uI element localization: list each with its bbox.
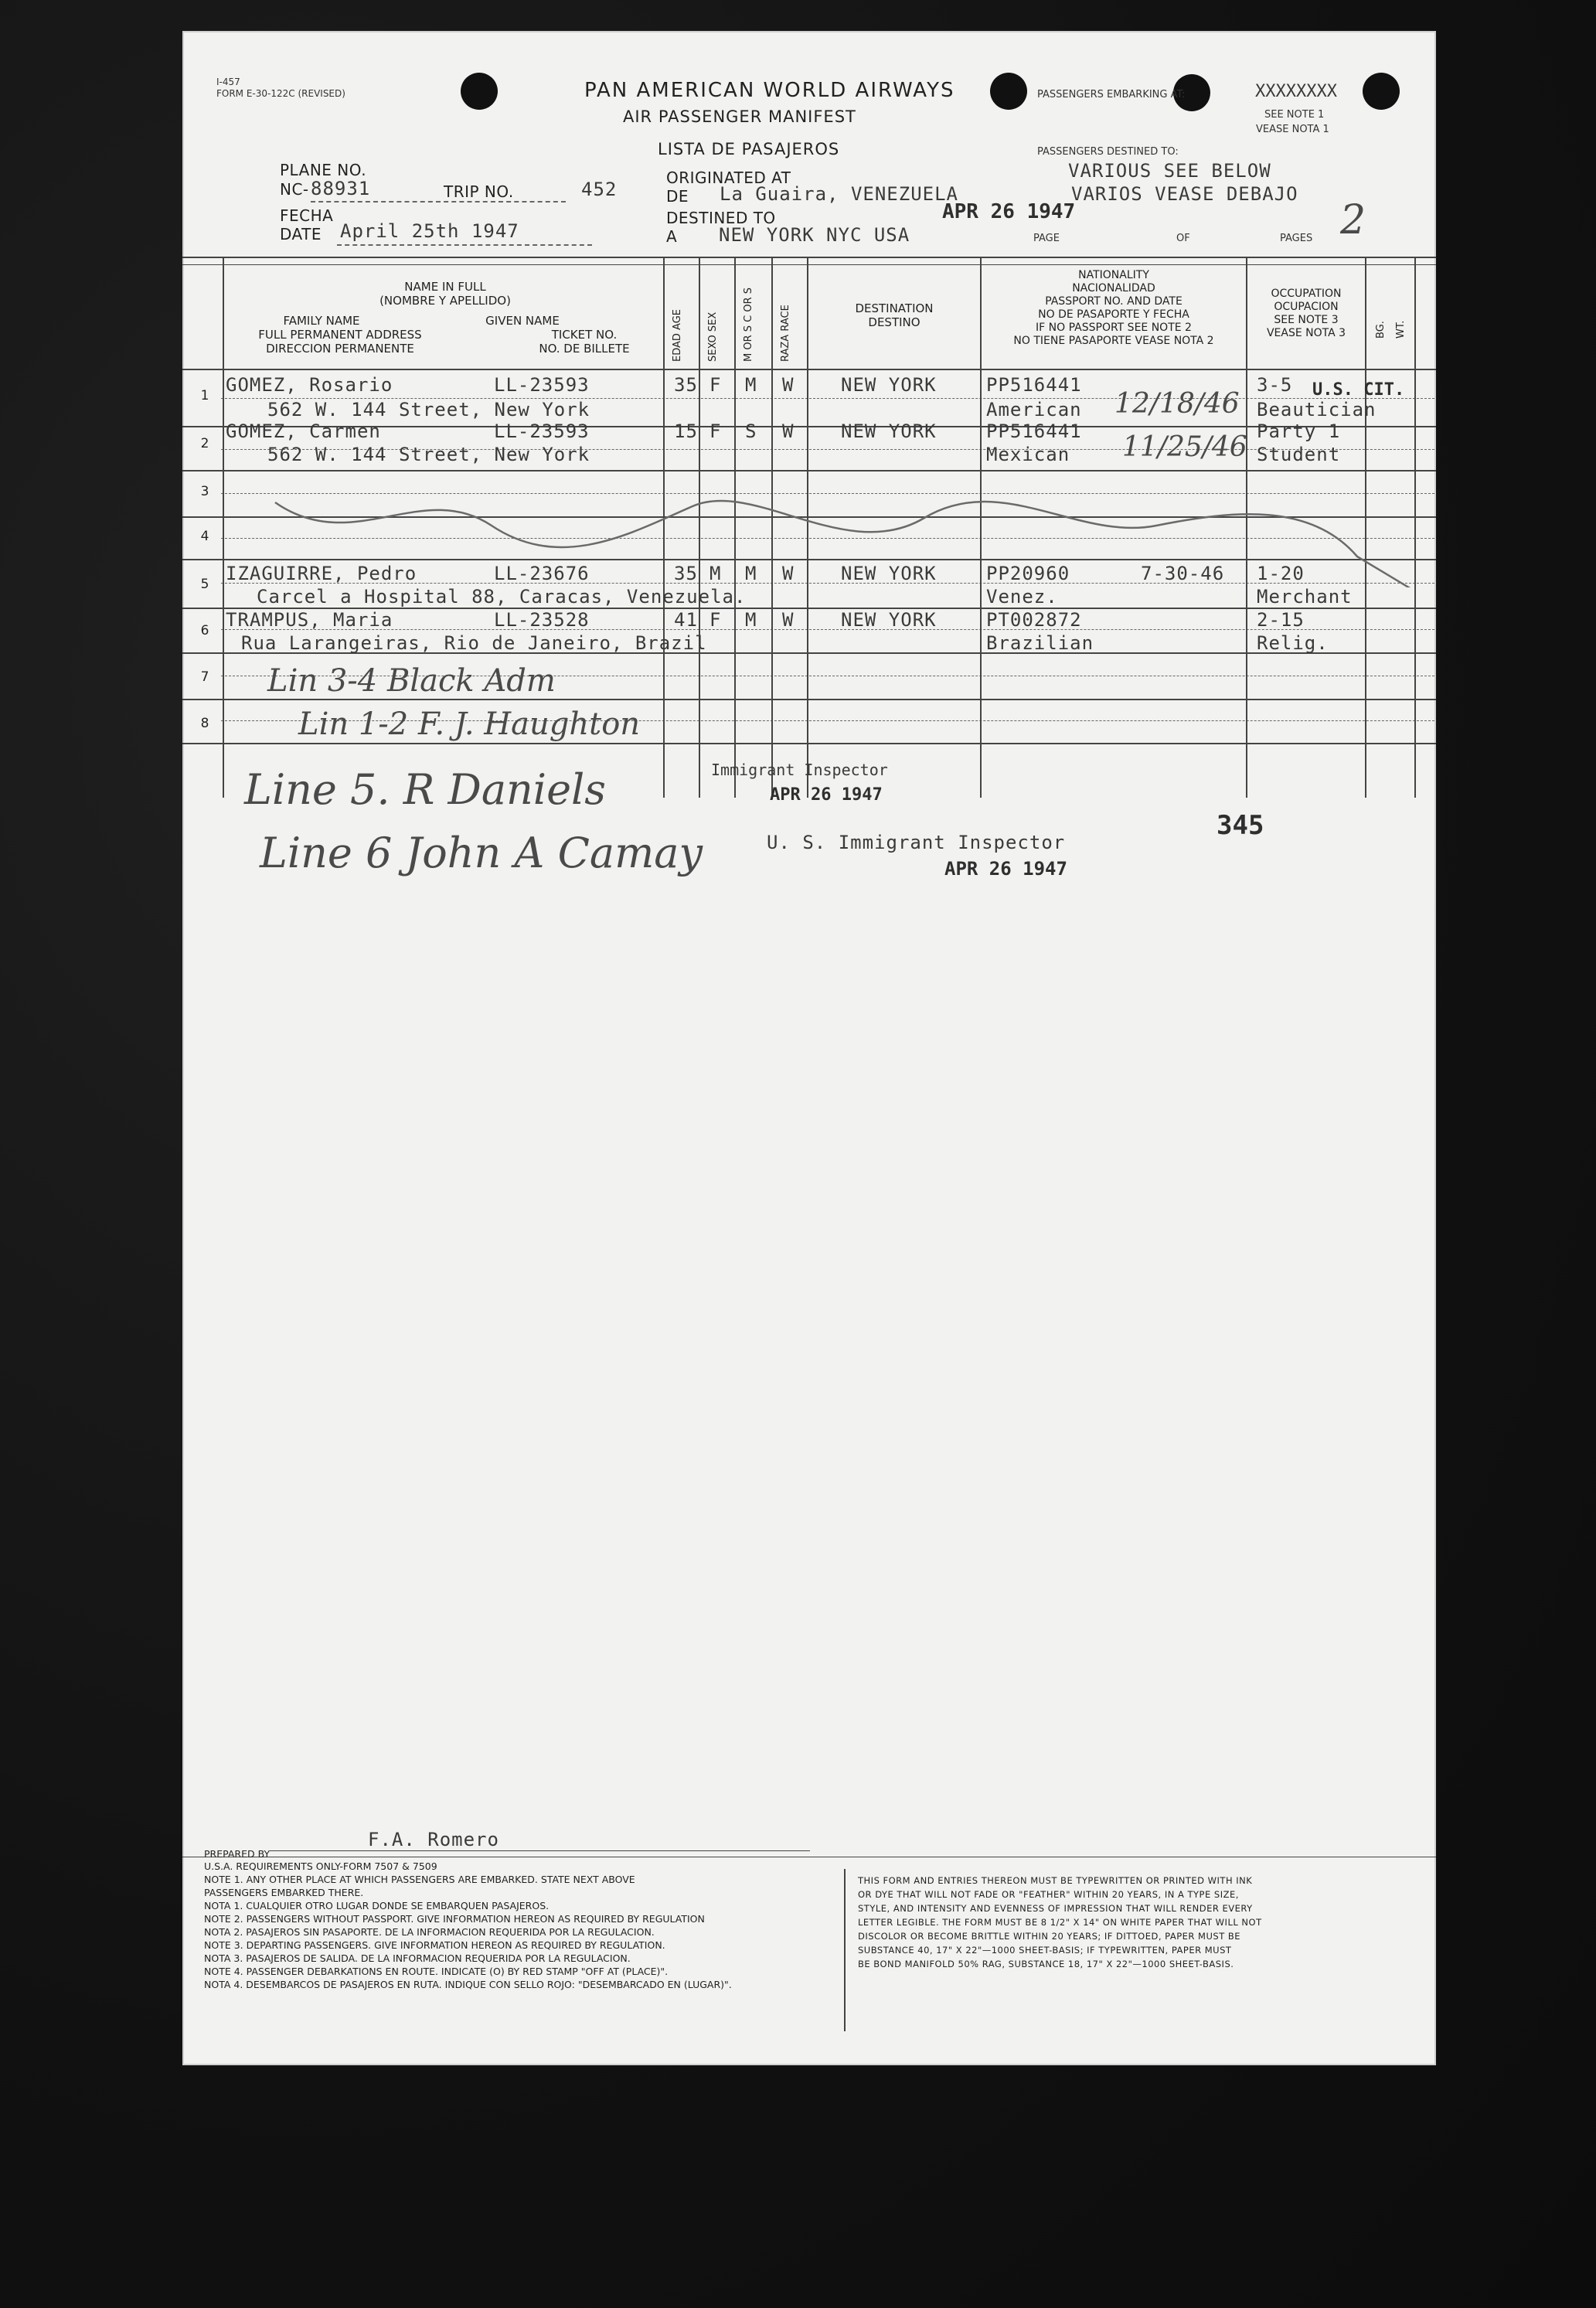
age: 15 bbox=[674, 420, 698, 442]
note-line: PASSENGERS EMBARKED THERE. bbox=[204, 1887, 364, 1898]
passport: PP20960 bbox=[986, 563, 1070, 584]
note-line: NOTE 4. PASSENGER DEBARKATIONS EN ROUTE. INDICATE (O) BY RED STAMP "OFF AT (PLACE)". bbox=[204, 1966, 669, 1977]
note-line: NOTA 2. PASAJEROS SIN PASAPORTE. DE LA INFORMACION REQUERIDA POR LA REGULACION. bbox=[204, 1926, 655, 1938]
plane-no-prefix: NC- bbox=[280, 180, 309, 199]
plane-no-value: 88931 bbox=[311, 178, 371, 199]
punch-hole bbox=[990, 73, 1027, 110]
race: W bbox=[782, 609, 795, 631]
paper-spec-note bbox=[858, 1874, 1262, 1971]
originated-de: DE bbox=[666, 187, 689, 206]
row-number: 2 bbox=[200, 436, 209, 451]
immigrant-inspector-stamp-date: APR 26 1947 bbox=[770, 785, 883, 805]
col-race: RAZA RACE bbox=[780, 305, 791, 362]
embarking-value: XXXXXXXX bbox=[1255, 82, 1337, 101]
ticket-no: LL-23676 bbox=[494, 563, 590, 584]
marital: M bbox=[745, 563, 757, 584]
spec-line: SUBSTANCE 40, 17" X 22"—1000 SHEET-BASIS; IF TYPEWRITTEN, PAPER MUST bbox=[858, 1945, 1232, 1956]
note-line: U.S.A. REQUIREMENTS ONLY-FORM 7507 & 7509 bbox=[204, 1860, 437, 1872]
address: Carcel a Hospital 88, Caracas, Venezuela. bbox=[257, 586, 747, 608]
manifest-title: AIR PASSENGER MANIFEST bbox=[623, 107, 856, 126]
col-address: FULL PERMANENT ADDRESS bbox=[258, 328, 422, 342]
destination: NEW YORK bbox=[841, 563, 937, 584]
col-nationality: NATIONALITY bbox=[1078, 269, 1149, 281]
age: 41 bbox=[674, 609, 698, 631]
of-label: OF bbox=[1176, 233, 1190, 244]
nationality: Mexican bbox=[986, 444, 1070, 465]
trip-no-label: TRIP NO. bbox=[444, 182, 514, 201]
prepared-by-value: F.A. Romero bbox=[368, 1829, 499, 1850]
inspection-date: APR 26 1947 bbox=[944, 858, 1067, 880]
signature-line-5: Line 5. R Daniels bbox=[244, 765, 607, 814]
col-name-full: NAME IN FULL bbox=[404, 280, 486, 294]
family-given: GOMEZ, Carmen bbox=[226, 420, 381, 442]
plane-no-label: PLANE NO. bbox=[280, 161, 367, 179]
pages-count: 2 bbox=[1340, 197, 1366, 243]
originated-value: La Guaira, VENEZUELA bbox=[720, 183, 958, 205]
col-marital: M OR S C OR S bbox=[743, 288, 754, 362]
spec-line: THIS FORM AND ENTRIES THEREON MUST BE TYPEWRITTEN OR PRINTED WITH INK bbox=[858, 1875, 1253, 1886]
marital: S bbox=[745, 420, 757, 442]
row-number: 3 bbox=[200, 484, 209, 499]
race: W bbox=[782, 420, 795, 442]
occupation-code: 1-20 bbox=[1257, 563, 1305, 584]
spec-line: BE BOND MANIFOLD 50% RAG, SUBSTANCE 18, 17" X 22"—1000 SHEET-BASIS. bbox=[858, 1959, 1234, 1969]
family-given: TRAMPUS, Maria bbox=[226, 609, 393, 631]
see-note-1: SEE NOTE 1 bbox=[1264, 109, 1325, 121]
col-family-name: FAMILY NAME bbox=[283, 314, 360, 328]
page-label: PAGE bbox=[1033, 233, 1060, 244]
date-value: April 25th 1947 bbox=[340, 220, 519, 242]
note-line: NOTE 2. PASSENGERS WITHOUT PASSPORT. GIVE INFORMATION HEREON AS REQUIRED BY REGULATION bbox=[204, 1913, 705, 1925]
marital: M bbox=[745, 374, 757, 396]
handwritten-date: 11/25/46 bbox=[1122, 431, 1247, 463]
destined-a: A bbox=[666, 227, 678, 246]
col-sex: SEXO SEX bbox=[707, 311, 719, 362]
footer-notes bbox=[204, 1860, 732, 1991]
destination: NEW YORK bbox=[841, 609, 937, 631]
col-no-pasaporte: NO TIENE PASAPORTE VEASE NOTA 2 bbox=[1013, 335, 1214, 347]
note-line: NOTE 1. ANY OTHER PLACE AT WHICH PASSENGERS ARE EMBARKED. STATE NEXT ABOVE bbox=[204, 1874, 635, 1885]
signature-line-6: Line 6 John A Camay bbox=[260, 829, 703, 877]
col-destination: DESTINATION bbox=[855, 301, 934, 315]
spec-line: OR DYE THAT WILL NOT FADE OR "FEATHER" WITHIN 20 YEARS, IN A TYPE SIZE, bbox=[858, 1889, 1239, 1900]
address: 562 W. 144 Street, New York bbox=[267, 444, 590, 465]
handwritten-note: Lin 1-2 F. J. Haughton bbox=[298, 706, 641, 742]
nationality: American bbox=[986, 399, 1082, 420]
embarking-label: PASSENGERS EMBARKING AT: bbox=[1037, 89, 1186, 100]
sex: F bbox=[710, 420, 722, 442]
col-nacionalidad: NACIONALIDAD bbox=[1072, 282, 1155, 294]
occupation-code: 2-15 bbox=[1257, 609, 1305, 631]
punch-hole bbox=[1363, 73, 1400, 110]
destination: NEW YORK bbox=[841, 374, 937, 396]
col-age: EDAD AGE bbox=[672, 309, 683, 362]
col-wt: WT. bbox=[1395, 320, 1407, 339]
form-code: I-457 bbox=[216, 77, 240, 87]
age: 35 bbox=[674, 374, 698, 396]
passport: PP516441 bbox=[986, 374, 1082, 396]
nationality: Venez. bbox=[986, 586, 1058, 608]
occupation: Beautician bbox=[1257, 399, 1377, 420]
sex: F bbox=[710, 609, 722, 631]
row-number: 1 bbox=[200, 388, 209, 403]
date-stamp: APR 26 1947 bbox=[942, 200, 1076, 223]
immigrant-inspector-stamp-label: Immigrant Inspector bbox=[711, 761, 888, 779]
col-occ-note: SEE NOTE 3 bbox=[1274, 314, 1339, 326]
family-given: GOMEZ, Rosario bbox=[226, 374, 393, 396]
nationality: Brazilian bbox=[986, 632, 1094, 654]
us-immigrant-inspector: U. S. Immigrant Inspector bbox=[767, 832, 1066, 853]
row-number: 5 bbox=[200, 577, 209, 592]
strike-scribble bbox=[260, 471, 1436, 587]
col-passport: PASSPORT NO. AND DATE bbox=[1045, 295, 1183, 308]
col-occupation: OCCUPATION bbox=[1271, 288, 1342, 300]
marital: M bbox=[745, 609, 757, 631]
us-cit-stamp: U.S. CIT. bbox=[1312, 380, 1405, 400]
race: W bbox=[782, 374, 795, 396]
row-number: 4 bbox=[200, 529, 209, 544]
row-number: 7 bbox=[200, 669, 209, 685]
page-number-stamp: 345 bbox=[1217, 810, 1264, 841]
ticket-no: LL-23593 bbox=[494, 374, 590, 396]
destined-value: NEW YORK NYC USA bbox=[719, 224, 910, 246]
spec-line: DISCOLOR OR BECOME BRITTLE WITHIN 20 YEARS; IF DITTOED, PAPER MUST BE bbox=[858, 1931, 1241, 1942]
note-line: NOTA 3. PASAJEROS DE SALIDA. DE LA INFORMACION REQUERIDA POR LA REGULACION. bbox=[204, 1952, 631, 1964]
col-name-es: (NOMBRE Y APELLIDO) bbox=[379, 294, 511, 308]
note-line: NOTA 4. DESEMBARCOS DE PASAJEROS EN RUTA. INDIQUE CON SELLO ROJO: "DESEMBARCADO EN (LUGAR)". bbox=[204, 1979, 732, 1990]
occupation: Student bbox=[1257, 444, 1341, 465]
age: 35 bbox=[674, 563, 698, 584]
col-billete: NO. DE BILLETE bbox=[539, 342, 630, 356]
sex: F bbox=[710, 374, 722, 396]
vease-nota-1: VEASE NOTA 1 bbox=[1256, 124, 1329, 135]
occupation: Merchant bbox=[1257, 586, 1353, 608]
date-label: DATE bbox=[280, 225, 322, 243]
note-line: NOTE 3. DEPARTING PASSENGERS. GIVE INFORMATION HEREON AS REQUIRED BY REGULATION. bbox=[204, 1939, 665, 1951]
destined-label: DESTINED TO bbox=[666, 209, 776, 227]
destined-to-es: VARIOS VEASE DEBAJO bbox=[1071, 183, 1298, 205]
col-given-name: GIVEN NAME bbox=[485, 314, 560, 328]
airline-name: PAN AMERICAN WORLD AIRWAYS bbox=[584, 79, 955, 102]
fecha-label: FECHA bbox=[280, 206, 334, 225]
col-ticket: TICKET NO. bbox=[551, 328, 618, 342]
address: 562 W. 144 Street, New York bbox=[267, 399, 590, 420]
race: W bbox=[782, 563, 795, 584]
col-no-passport: IF NO PASSPORT SEE NOTE 2 bbox=[1036, 322, 1192, 334]
occupation: Relig. bbox=[1257, 632, 1329, 654]
occupation-code: 3-5 bbox=[1257, 374, 1293, 396]
passport-date: 7-30-46 bbox=[1141, 563, 1225, 584]
handwritten-note: Lin 3-4 Black Adm bbox=[267, 663, 556, 699]
handwritten-date: 12/18/46 bbox=[1114, 388, 1240, 420]
col-pasaporte: NO DE PASAPORTE Y FECHA bbox=[1038, 308, 1189, 321]
row-number: 6 bbox=[200, 623, 209, 638]
family-given: IZAGUIRRE, Pedro bbox=[226, 563, 417, 584]
col-direccion: DIRECCION PERMANENTE bbox=[266, 342, 414, 356]
ticket-no: LL-23593 bbox=[494, 420, 590, 442]
destined-to-label: PASSENGERS DESTINED TO: bbox=[1037, 146, 1179, 158]
col-ocupacion: OCUPACION bbox=[1274, 301, 1339, 313]
note-line: NOTA 1. CUALQUIER OTRO LUGAR DONDE SE EMBARQUEN PASAJEROS. bbox=[204, 1900, 550, 1911]
ticket-no: LL-23528 bbox=[494, 609, 590, 631]
pages-label: PAGES bbox=[1280, 233, 1313, 244]
destined-to-en: VARIOUS SEE BELOW bbox=[1068, 160, 1271, 182]
form-number: FORM E-30-122C (REVISED) bbox=[216, 88, 345, 99]
passport: PT002872 bbox=[986, 609, 1082, 631]
col-occ-nota: VEASE NOTA 3 bbox=[1266, 327, 1346, 339]
passport: PP516441 bbox=[986, 420, 1082, 442]
manifest-page bbox=[182, 31, 1436, 2065]
address: Rua Larangeiras, Rio de Janeiro, Brazil bbox=[241, 632, 707, 654]
destination: NEW YORK bbox=[841, 420, 937, 442]
spec-line: STYLE, AND INTENSITY AND EVENNESS OF IMPRESSION THAT WILL RENDER EVERY bbox=[858, 1903, 1253, 1914]
col-destino: DESTINO bbox=[868, 315, 921, 329]
col-bg: BG. bbox=[1375, 321, 1387, 339]
spec-line: LETTER LEGIBLE. THE FORM MUST BE 8 1/2" X 14" ON WHITE PAPER THAT WILL NOT bbox=[858, 1917, 1262, 1928]
punch-hole bbox=[461, 73, 498, 110]
originated-label: ORIGINATED AT bbox=[666, 169, 791, 187]
occupation-code: Party 1 bbox=[1257, 420, 1341, 442]
prepared-by-label: PREPARED BY bbox=[204, 1848, 271, 1860]
trip-no-value: 452 bbox=[581, 179, 618, 200]
manifest-title-es: LISTA DE PASAJEROS bbox=[658, 140, 840, 158]
sex: M bbox=[710, 563, 722, 584]
row-number: 8 bbox=[200, 716, 209, 731]
